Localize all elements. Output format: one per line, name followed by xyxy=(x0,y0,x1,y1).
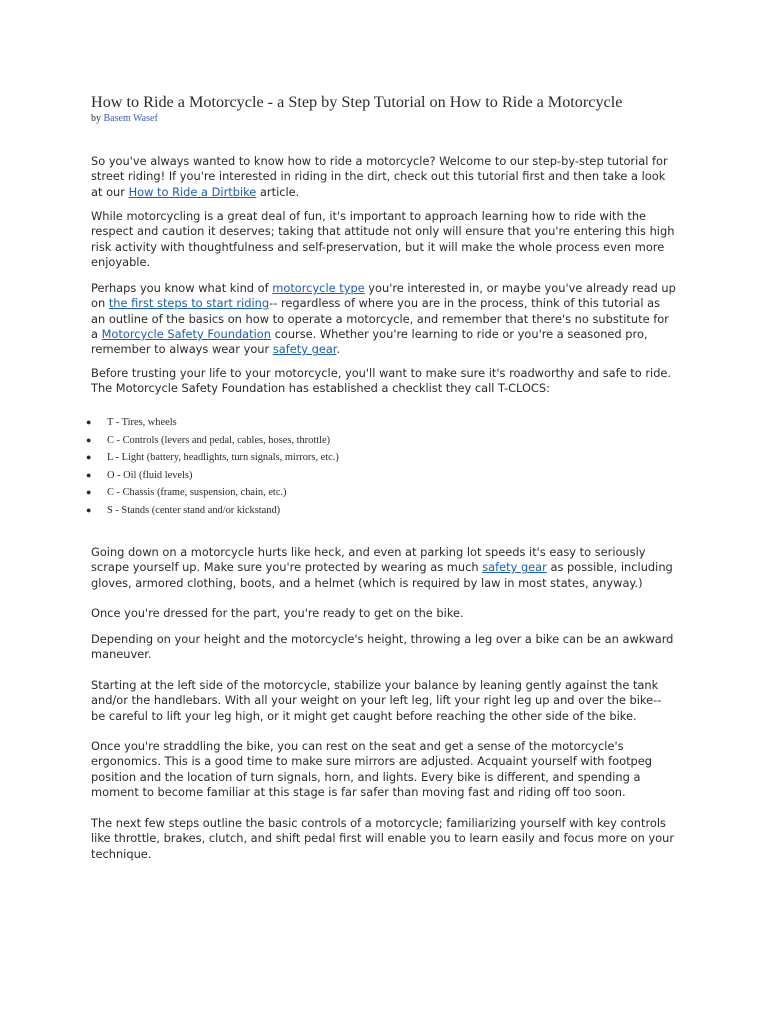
bullet-icon: ● xyxy=(86,434,92,445)
text-line: respect and caution it deserves; taking that attitude not only will ensure that you're entering this high xyxy=(91,224,675,239)
text-line: Starting at the left side of the motorcycle, stabilize your balance by leaning gently against the tank xyxy=(91,678,659,692)
text-line: a Motorcycle Safety Foundation course. Whether you're learning to ride or you're a seasoned pro, xyxy=(91,326,648,341)
bullet-icon: ● xyxy=(86,452,92,462)
text-line: Depending on your height and the motorcycle's height, throwing a leg over a bike can be an awkward xyxy=(91,632,674,646)
text-line: at our How to Ride a Dirtbike article. xyxy=(91,184,300,199)
text-line: scrape yourself up. Make sure you're protected by wearing as much safety gear as possible, including xyxy=(91,560,673,575)
text-line: risk activity with thoughtfulness and self-preservation, but it will make the whole process even more xyxy=(91,239,665,254)
dirtbike-link[interactable]: How to Ride a Dirtbike xyxy=(128,184,257,199)
text-line: Once you're straddling the bike, you can rest on the seat and get a sense of the motorcycle's xyxy=(91,739,624,753)
paragraph-controls xyxy=(91,816,691,862)
text-line: Going down on a motorcycle hurts like heck, and even at parking lot speeds it's easy to seriously xyxy=(91,545,646,559)
byline xyxy=(91,113,158,124)
list-item: ● L - Light (battery, headlights, turn signals, mirrors, etc.) xyxy=(86,449,339,467)
bullet-icon: ● xyxy=(86,417,92,427)
text-line: maneuver. xyxy=(91,647,152,662)
text-line: remember to always wear your safety gear. xyxy=(91,342,341,357)
paragraph-ergonomics xyxy=(91,739,691,800)
article-title: How to Ride a Motorcycle - a Step by Step Tutorial on How to Ride a Motorcycle xyxy=(91,93,623,111)
paragraph-basics xyxy=(91,281,691,357)
list-item: ● S - Stands (center stand and/or kickstand) xyxy=(86,502,339,520)
paragraph-height xyxy=(91,632,691,663)
text-line: So you've always wanted to know how to ride a motorcycle? Welcome to our step-by-step tutorial for xyxy=(91,154,668,168)
paragraph-mounting xyxy=(91,678,691,724)
author-link[interactable]: Basem Wasef xyxy=(103,113,158,124)
paragraph-tclocs-intro xyxy=(91,366,691,397)
list-item: ● C - Controls (levers and pedal, cables, hoses, throttle) xyxy=(86,432,339,450)
text-line: on the first steps to start riding-- regardless of where you are in the process, think of this tutorial as xyxy=(91,296,661,311)
byline-prefix: by xyxy=(91,113,101,124)
list-item: ● T - Tires, wheels xyxy=(86,414,339,432)
text-line: be careful to lift your leg high, or it might get caught before reaching the other side of the bike. xyxy=(91,708,637,723)
text-line: Before trusting your life to your motorcycle, you'll want to make sure it's roadworthy and safe to ride. xyxy=(91,366,672,380)
safety-gear-link-2[interactable]: safety gear xyxy=(482,560,547,575)
text-line: Once you're dressed for the part, you're ready to get on the bike. xyxy=(91,606,464,620)
text-line: enjoyable. xyxy=(91,254,151,269)
text-line: Perhaps you know what kind of motorcycle type you're interested in, or maybe you've already read up xyxy=(91,281,676,295)
paragraph-safety-gear xyxy=(91,545,691,591)
paragraph-respect xyxy=(91,209,691,270)
first-steps-link[interactable]: the first steps to start riding xyxy=(108,296,270,311)
text-line: position and the location of turn signals, horn, and lights. Every bike is different, and spending a xyxy=(91,769,641,784)
text-line: gloves, armored clothing, boots, and a helmet (which is required by law in most states, anyway.) xyxy=(91,575,643,590)
msf-link[interactable]: Motorcycle Safety Foundation xyxy=(101,326,271,341)
text-line: While motorcycling is a great deal of fun, it's important to approach learning how to ride with the xyxy=(91,209,647,223)
list-item: ● O - Oil (fluid levels) xyxy=(86,467,339,485)
intro-paragraph xyxy=(91,154,691,200)
motorcycle-type-link[interactable]: motorcycle type xyxy=(272,281,365,295)
text-line: moment to become familiar at this stage is far safer than moving fast and riding off too soon. xyxy=(91,784,626,799)
bullet-icon: ● xyxy=(86,487,92,497)
text-line: like throttle, brakes, clutch, and shift pedal first will enable you to learn easily and focus more on your xyxy=(91,831,675,846)
tclocs-checklist xyxy=(86,414,339,519)
text-line: The Motorcycle Safety Foundation has established a checklist they call T-CLOCS: xyxy=(91,381,550,396)
text-line: technique. xyxy=(91,846,152,861)
text-line: an outline of the basics on how to operate a motorcycle, and remember that there's no substitute for xyxy=(91,311,669,326)
bullet-icon: ● xyxy=(86,504,92,515)
text-line: and/or the handlebars. With all your weight on your left leg, lift your right leg up and over the bike-- xyxy=(91,693,662,708)
list-item: ● C - Chassis (frame, suspension, chain, etc.) xyxy=(86,484,339,502)
paragraph-dressed xyxy=(91,606,691,621)
text-line: ergonomics. This is a good time to make sure mirrors are adjusted. Acquaint yourself with footpeg xyxy=(91,754,653,769)
text-line: street riding! If you're interested in riding in the dirt, check out this tutorial first and then take a look xyxy=(91,169,666,184)
bullet-icon: ● xyxy=(86,469,92,480)
safety-gear-link[interactable]: safety gear xyxy=(272,342,337,357)
text-line: The next few steps outline the basic controls of a motorcycle; familiarizing yourself with key controls xyxy=(91,816,666,830)
